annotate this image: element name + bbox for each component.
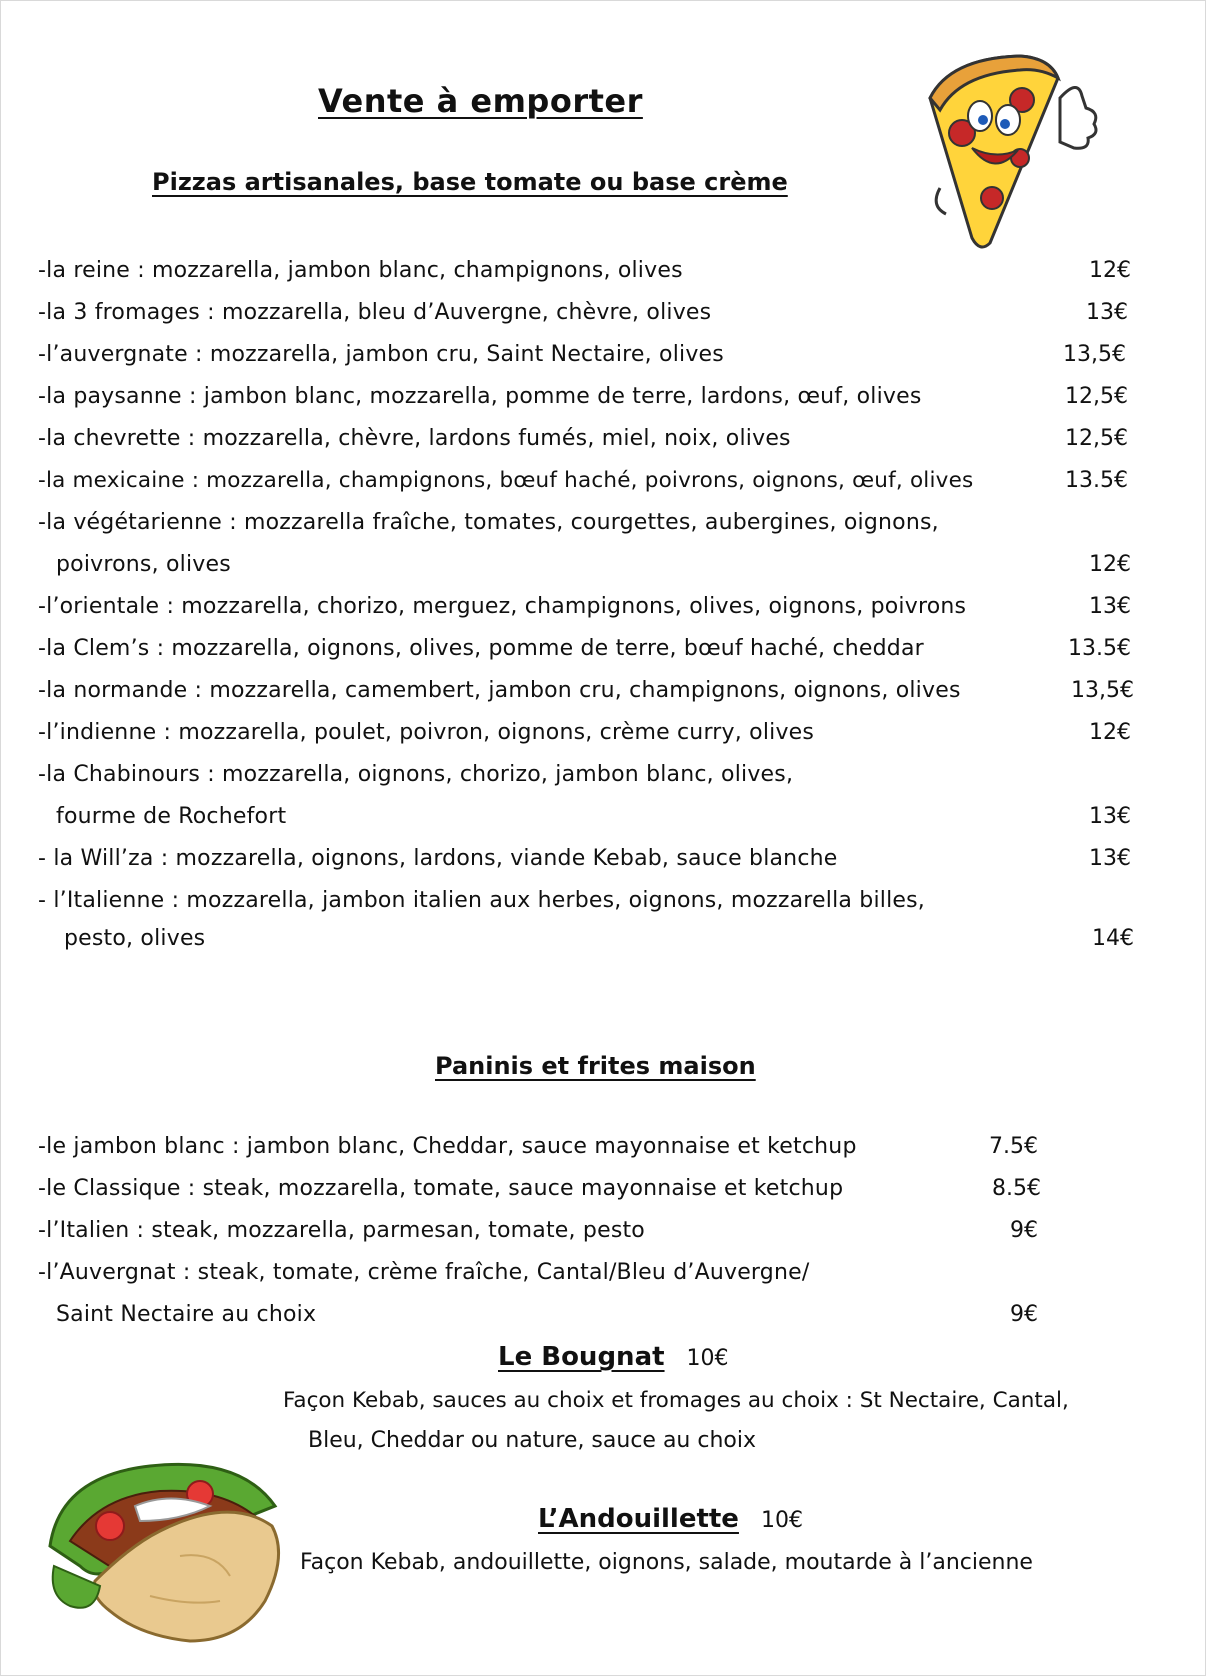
pizza-item: -la normande : mozzarella, camembert, jambon cru, champignons, oignons, olives — [38, 678, 961, 703]
pizza-price: 12,5€ — [1065, 384, 1128, 409]
pizza-item: -l’auvergnate : mozzarella, jambon cru, Saint Nectaire, olives — [38, 342, 724, 367]
special-bougnat-heading — [498, 1342, 729, 1372]
pizza-item: -l’orientale : mozzarella, chorizo, merguez, champignons, olives, oignons, poivrons — [38, 594, 967, 619]
pizza-item: -la 3 fromages : mozzarella, bleu d’Auvergne, chèvre, olives — [38, 300, 712, 325]
special-description: Façon Kebab, andouillette, oignons, salade, moutarde à l’ancienne — [300, 1550, 1033, 1575]
pizza-price: 13,5€ — [1063, 342, 1126, 367]
special-price: 10€ — [686, 1346, 729, 1371]
kebab-wrap-icon — [40, 1436, 290, 1646]
pizza-price: 13,5€ — [1071, 678, 1134, 703]
panini-price: 9€ — [1010, 1218, 1038, 1243]
pizza-item: -la Chabinours : mozzarella, oignons, chorizo, jambon blanc, olives, — [38, 762, 794, 787]
page-title: Vente à emporter — [318, 82, 643, 120]
special-description: Façon Kebab, sauces au choix et fromages au choix : St Nectaire, Cantal, — [283, 1388, 1069, 1413]
pizza-price: 13€ — [1089, 594, 1131, 619]
pizza-price: 13€ — [1089, 804, 1131, 829]
panini-item: -le jambon blanc : jambon blanc, Cheddar, sauce mayonnaise et ketchup — [38, 1134, 857, 1159]
pizza-item: -la chevrette : mozzarella, chèvre, lardons fumés, miel, noix, olives — [38, 426, 791, 451]
special-name: L’Andouillette — [538, 1504, 739, 1534]
paninis-heading: Paninis et frites maison — [435, 1052, 756, 1080]
pizza-price: 13.5€ — [1068, 636, 1131, 661]
pizza-item-continuation: fourme de Rochefort — [56, 804, 287, 829]
pizza-item: - la Will’za : mozzarella, oignons, lardons, viande Kebab, sauce blanche — [38, 846, 838, 871]
pizza-price: 13.5€ — [1065, 468, 1128, 493]
pizza-item: -la mexicaine : mozzarella, champignons, bœuf haché, poivrons, oignons, œuf, olives — [38, 468, 974, 493]
pizza-item-continuation: pesto, olives — [64, 926, 206, 951]
panini-item: -l’Italien : steak, mozzarella, parmesan, tomate, pesto — [38, 1218, 645, 1243]
special-price: 10€ — [760, 1508, 803, 1533]
pizza-price: 12,5€ — [1065, 426, 1128, 451]
pizza-price: 12€ — [1089, 552, 1131, 577]
special-description: Bleu, Cheddar ou nature, sauce au choix — [308, 1428, 756, 1453]
pizza-item: -la paysanne : jambon blanc, mozzarella, pomme de terre, lardons, œuf, olives — [38, 384, 922, 409]
pizzas-heading: Pizzas artisanales, base tomate ou base crème — [152, 168, 788, 196]
pizza-item: -la reine : mozzarella, jambon blanc, champignons, olives — [38, 258, 683, 283]
panini-item: -l’Auvergnat : steak, tomate, crème fraîche, Cantal/Bleu d’Auvergne/ — [38, 1260, 810, 1285]
pizza-item: -l’indienne : mozzarella, poulet, poivron, oignons, crème curry, olives — [38, 720, 815, 745]
pizza-item: - l’Italienne : mozzarella, jambon italien aux herbes, oignons, mozzarella billes, — [38, 888, 925, 913]
special-andouillette-heading — [538, 1504, 803, 1534]
special-name: Le Bougnat — [498, 1342, 665, 1372]
panini-item-continuation: Saint Nectaire au choix — [56, 1302, 317, 1327]
panini-item: -le Classique : steak, mozzarella, tomate, sauce mayonnaise et ketchup — [38, 1176, 844, 1201]
panini-price: 7.5€ — [989, 1134, 1038, 1159]
pizza-price: 12€ — [1089, 258, 1131, 283]
pizza-mascot-icon — [910, 38, 1110, 258]
pizza-item: -la végétarienne : mozzarella fraîche, tomates, courgettes, aubergines, oignons, — [38, 510, 939, 535]
pizza-item-continuation: poivrons, olives — [56, 552, 231, 577]
pizza-item: -la Clem’s : mozzarella, oignons, olives, pomme de terre, bœuf haché, cheddar — [38, 636, 924, 661]
pizza-price: 14€ — [1092, 926, 1134, 951]
pizza-price: 12€ — [1089, 720, 1131, 745]
pizza-price: 13€ — [1089, 846, 1131, 871]
panini-price: 9€ — [1010, 1302, 1038, 1327]
pizza-price: 13€ — [1086, 300, 1128, 325]
panini-price: 8.5€ — [992, 1176, 1041, 1201]
